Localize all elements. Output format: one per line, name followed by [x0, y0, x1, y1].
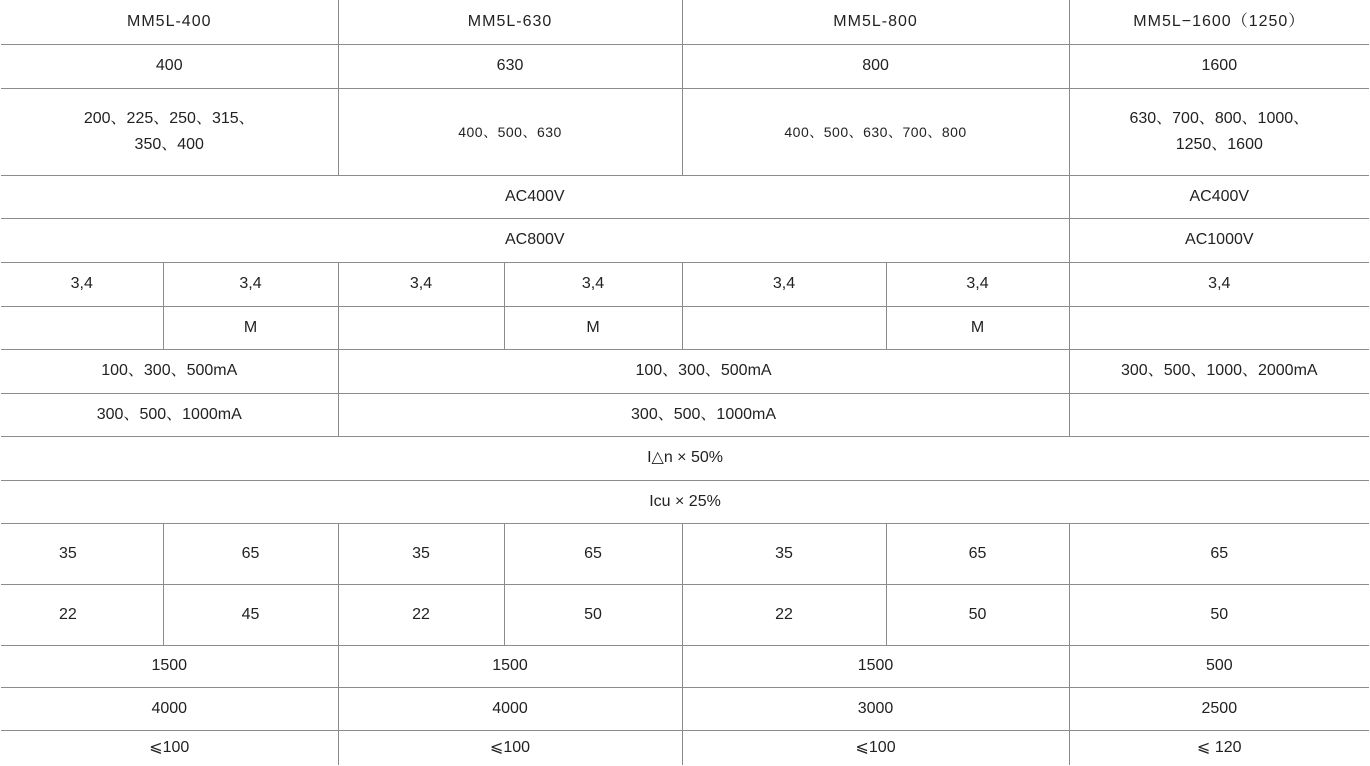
grade-400-m: M [163, 306, 338, 349]
row-mechanical-life [1, 687, 1369, 730]
residual-current-2-630-800: 300、500、1000mA [338, 393, 1069, 436]
mechanical-life-1600: 2500 [1069, 687, 1369, 730]
ics-400-s: 22 [1, 584, 163, 645]
mechanical-life-400: 4000 [1, 687, 338, 730]
poles-1600: 3,4 [1069, 262, 1369, 306]
model-400: MM5L-400 [1, 0, 338, 44]
ics-1600: 50 [1069, 584, 1369, 645]
row-electrical-life [1, 645, 1369, 687]
icu-400-m: 65 [163, 523, 338, 584]
poles-800-s: 3,4 [682, 262, 886, 306]
rated-voltage-main: AC400V [1, 175, 1069, 218]
frame-current-1600: 1600 [1069, 44, 1369, 88]
rated-current-1600 [1069, 88, 1369, 175]
electrical-life-1600: 500 [1069, 645, 1369, 687]
residual-current-1-400: 100、300、500mA [1, 349, 338, 393]
grade-1600 [1069, 306, 1369, 349]
grade-800-m: M [886, 306, 1069, 349]
grade-400-s [1, 306, 163, 349]
mechanical-life-800: 3000 [682, 687, 1069, 730]
icu-400-s: 35 [1, 523, 163, 584]
rated-voltage-1600: AC400V [1069, 175, 1369, 218]
icu-800-s: 35 [682, 523, 886, 584]
ics-630-s: 22 [338, 584, 504, 645]
row-grade [1, 306, 1369, 349]
rated-current-1600-line1: 630、700、800、1000、 [1129, 109, 1310, 127]
model-1600: MM5L−1600（1250） [1069, 0, 1369, 44]
mechanical-life-630: 4000 [338, 687, 682, 730]
row-icu [1, 523, 1369, 584]
frame-current-400: 400 [1, 44, 338, 88]
row-short-time-current [1, 480, 1369, 523]
rated-current-400 [1, 88, 338, 175]
residual-current-2-1600 [1069, 393, 1369, 436]
arcing-distance-400: ⩽100 [1, 730, 338, 765]
icu-630-m: 65 [504, 523, 682, 584]
electrical-life-800: 1500 [682, 645, 1069, 687]
grade-800-s [682, 306, 886, 349]
arcing-distance-800: ⩽100 [682, 730, 1069, 765]
row-non-operating-current [1, 436, 1369, 480]
residual-current-2-400: 300、500、1000mA [1, 393, 338, 436]
rated-current-400-line1: 200、225、250、315、 [83, 109, 255, 127]
ics-400-m: 45 [163, 584, 338, 645]
short-time-current: Icu × 25% [1, 480, 1369, 523]
poles-630-s: 3,4 [338, 262, 504, 306]
poles-400-m: 3,4 [163, 262, 338, 306]
row-residual-current-2 [1, 393, 1369, 436]
rated-current-800: 400、500、630、700、800 [682, 88, 1069, 175]
icu-630-s: 35 [338, 523, 504, 584]
poles-800-m: 3,4 [886, 262, 1069, 306]
residual-current-1-1600: 300、500、1000、2000mA [1069, 349, 1369, 393]
row-rated-current [1, 88, 1369, 175]
icu-800-m: 65 [886, 523, 1069, 584]
rated-current-400-line2: 350、400 [134, 135, 204, 153]
row-insulation-voltage [1, 218, 1369, 262]
electrical-life-400: 1500 [1, 645, 338, 687]
arcing-distance-630: ⩽100 [338, 730, 682, 765]
rated-current-1600-line2: 1250、1600 [1175, 135, 1263, 153]
grade-630-m: M [504, 306, 682, 349]
ics-630-m: 50 [504, 584, 682, 645]
poles-630-m: 3,4 [504, 262, 682, 306]
row-residual-current-1 [1, 349, 1369, 393]
row-arcing-distance [1, 730, 1369, 765]
poles-400-s: 3,4 [1, 262, 163, 306]
rated-current-630: 400、500、630 [338, 88, 682, 175]
ics-800-s: 22 [682, 584, 886, 645]
spec-table [1, 0, 1369, 765]
insulation-voltage-main: AC800V [1, 218, 1069, 262]
frame-current-630: 630 [338, 44, 682, 88]
model-630: MM5L-630 [338, 0, 682, 44]
frame-current-800: 800 [682, 44, 1069, 88]
grade-630-s [338, 306, 504, 349]
row-rated-voltage [1, 175, 1369, 218]
arcing-distance-1600: ⩽ 120 [1069, 730, 1369, 765]
icu-1600: 65 [1069, 523, 1369, 584]
insulation-voltage-1600: AC1000V [1069, 218, 1369, 262]
row-ics [1, 584, 1369, 645]
residual-current-1-630-800: 100、300、500mA [338, 349, 1069, 393]
non-operating-current: I△n × 50% [1, 436, 1369, 480]
row-poles [1, 262, 1369, 306]
ics-800-m: 50 [886, 584, 1069, 645]
row-model [1, 0, 1369, 44]
model-800: MM5L-800 [682, 0, 1069, 44]
electrical-life-630: 1500 [338, 645, 682, 687]
row-frame-current [1, 44, 1369, 88]
